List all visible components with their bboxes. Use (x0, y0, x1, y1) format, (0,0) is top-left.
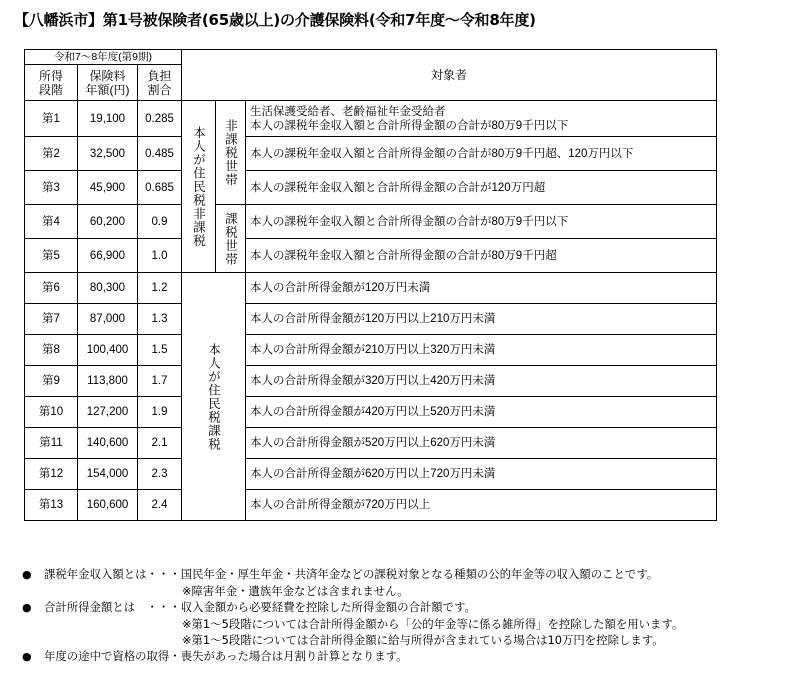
note-total-income: ● 合計所得金額とは ・・・収入金額から必要経費を控除した所得金額の合計額です。 (22, 600, 476, 614)
target-cell: 本人の課税年金収入額と合計所得金額の合計が120万円超 (246, 171, 717, 205)
fee-cell: 160,600 (78, 490, 138, 521)
table-row (25, 428, 717, 459)
ratio-cell: 0.9 (138, 205, 182, 239)
stage-cell: 第11 (25, 428, 78, 459)
ratio-cell: 2.4 (138, 490, 182, 521)
ratio-cell: 2.1 (138, 428, 182, 459)
bullet-icon: ● (22, 601, 32, 614)
fee-cell: 80,300 (78, 273, 138, 304)
table-row (25, 490, 717, 521)
note-monthly-calc: ● 年度の途中で資格の取得・喪失があった場合は月割り計算となります。 (22, 649, 408, 663)
table-row (25, 137, 717, 171)
stage-cell: 第12 (25, 459, 78, 490)
table-row (25, 171, 717, 205)
target-cell: 本人の合計所得金額が320万円以上420万円未満 (246, 366, 717, 397)
table-row (25, 205, 717, 239)
fee-cell: 32,500 (78, 137, 138, 171)
stage-cell: 第1 (25, 101, 78, 137)
header-ratio: 負担 割合 (138, 65, 182, 101)
header-stage: 所得 段階 (25, 65, 78, 101)
premium-table (24, 49, 717, 521)
target-cell: 本人の合計所得金額が210万円以上320万円未満 (246, 335, 717, 366)
group-non-taxed-person: 本人が住民税非課税 (182, 101, 216, 273)
note-total-income-sub1: ※第1～5段階については合計所得金額から「公的年金等に係る雑所得」を控除した額を用います。 (182, 617, 684, 631)
target-cell: 本人の課税年金収入額と合計所得金額の合計が80万9千円超 (246, 239, 717, 273)
target-cell: 本人の合計所得金額が120万円以上210万円未満 (246, 304, 717, 335)
ratio-cell: 0.485 (138, 137, 182, 171)
ratio-cell: 1.7 (138, 366, 182, 397)
table-row (25, 101, 717, 137)
stage-cell: 第4 (25, 205, 78, 239)
stage-cell: 第8 (25, 335, 78, 366)
fee-cell: 66,900 (78, 239, 138, 273)
fee-cell: 60,200 (78, 205, 138, 239)
header-annual-fee: 保険料 年額(円) (78, 65, 138, 101)
notes-section (22, 566, 792, 665)
ratio-cell: 2.3 (138, 459, 182, 490)
stage-cell: 第10 (25, 397, 78, 428)
table-row (25, 459, 717, 490)
fee-cell: 45,900 (78, 171, 138, 205)
table-row (25, 273, 717, 304)
group-non-taxed-household: 非課税世帯 (216, 101, 246, 205)
fee-cell: 113,800 (78, 366, 138, 397)
note-pension-income: ● 課税年金収入額とは・・・国民年金・厚生年金・共済年金などの課税対象となる種類の公的年金等の収入額のことです。 (22, 567, 659, 581)
ratio-cell: 1.0 (138, 239, 182, 273)
ratio-cell: 0.285 (138, 101, 182, 137)
target-cell: 生活保護受給者、老齢福祉年金受給者 本人の課税年金収入額と合計所得金額の合計が80万9千円以下 (246, 101, 717, 137)
fee-cell: 154,000 (78, 459, 138, 490)
fee-cell: 19,100 (78, 101, 138, 137)
target-cell: 本人の合計所得金額が720万円以上 (246, 490, 717, 521)
target-cell: 本人の合計所得金額が120万円未満 (246, 273, 717, 304)
table-row (25, 335, 717, 366)
table-row (25, 366, 717, 397)
fee-cell: 140,600 (78, 428, 138, 459)
group-taxed-person: 本人が住民税課税 (182, 273, 246, 521)
ratio-cell: 1.3 (138, 304, 182, 335)
header-target: 対象者 (182, 50, 717, 101)
stage-cell: 第5 (25, 239, 78, 273)
table-row (25, 239, 717, 273)
fee-cell: 100,400 (78, 335, 138, 366)
fee-cell: 127,200 (78, 397, 138, 428)
ratio-cell: 1.2 (138, 273, 182, 304)
table-row (25, 304, 717, 335)
table-row (25, 397, 717, 428)
stage-cell: 第7 (25, 304, 78, 335)
target-cell: 本人の課税年金収入額と合計所得金額の合計が80万9千円以下 (246, 205, 717, 239)
stage-cell: 第6 (25, 273, 78, 304)
stage-cell: 第13 (25, 490, 78, 521)
note-pension-income-sub: ※障害年金・遺族年金などは含まれません。 (182, 584, 409, 598)
target-cell: 本人の合計所得金額が620万円以上720万円未満 (246, 459, 717, 490)
ratio-cell: 1.9 (138, 397, 182, 428)
target-cell: 本人の合計所得金額が420万円以上520万円未満 (246, 397, 717, 428)
stage-cell: 第3 (25, 171, 78, 205)
period-label: 令和7～8年度(第9期) (25, 50, 182, 65)
bullet-icon: ● (22, 568, 32, 581)
ratio-cell: 1.5 (138, 335, 182, 366)
note-total-income-sub2: ※第1～5段階については合計所得金額に給与所得が含まれている場合は10万円を控除します。 (182, 633, 664, 647)
bullet-icon: ● (22, 650, 32, 663)
group-taxed-household: 課税世帯 (216, 205, 246, 273)
target-cell: 本人の課税年金収入額と合計所得金額の合計が80万9千円超、120万円以下 (246, 137, 717, 171)
stage-cell: 第9 (25, 366, 78, 397)
target-cell: 本人の合計所得金額が520万円以上620万円未満 (246, 428, 717, 459)
stage-cell: 第2 (25, 137, 78, 171)
page-title: 【八幡浜市】第1号被保険者(65歳以上)の介護保険料(令和7年度～令和8年度) (14, 11, 536, 29)
ratio-cell: 0.685 (138, 171, 182, 205)
fee-cell: 87,000 (78, 304, 138, 335)
